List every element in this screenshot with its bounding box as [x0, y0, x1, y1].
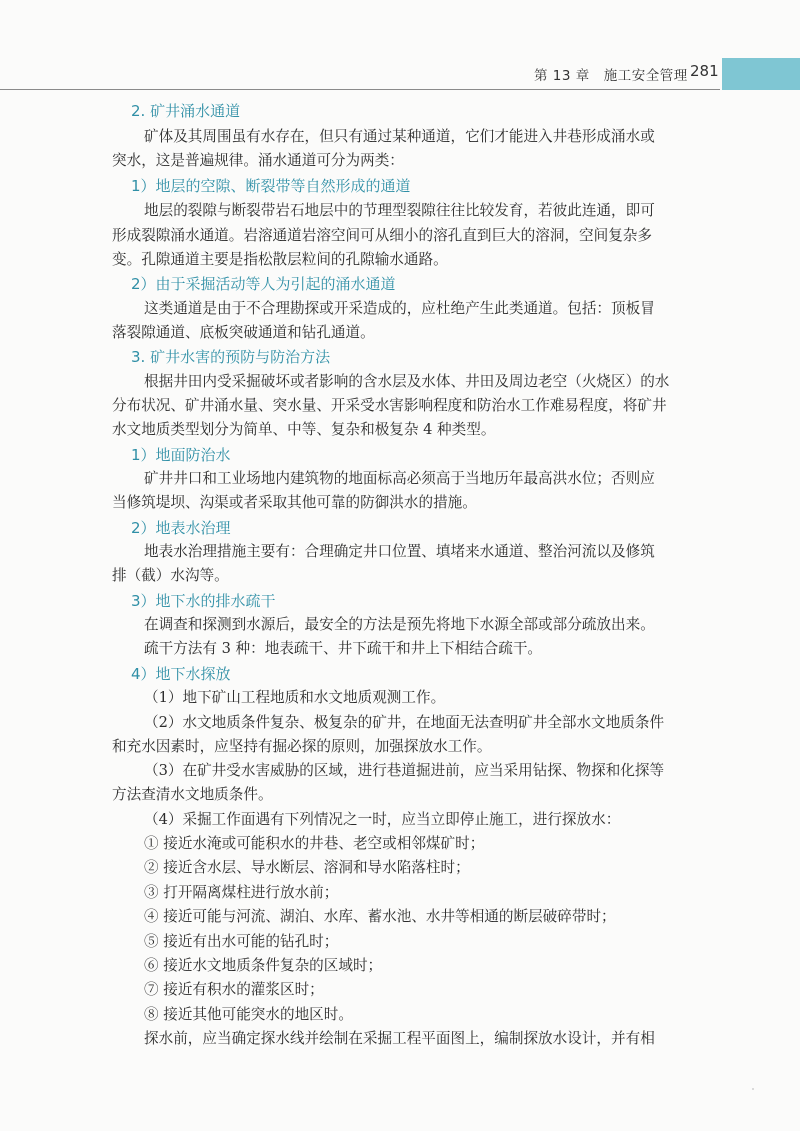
body-line: 排（截）水沟等。 — [112, 567, 229, 584]
body-line: ⑥ 接近水文地质条件复杂的区域时； — [144, 957, 383, 974]
section-heading: 1）地面防治水 — [131, 446, 231, 464]
body-line: 根据井田内受采掘破坏或者影响的含水层及水体、井田及周边老空（火烧区）的水 — [144, 373, 670, 390]
body-line: 方法查清水文地质条件。 — [112, 786, 273, 803]
page-number: 281 — [690, 62, 719, 80]
body-line: 地表水治理措施主要有：合理确定井口位置、填堵来水通道、整治河流以及修筑 — [144, 543, 655, 560]
body-line: ④ 接近可能与河流、湖泊、水库、蓄水池、水井等相通的断层破碎带时； — [144, 908, 616, 925]
section-heading: 2）地表水治理 — [131, 519, 231, 537]
body-line: 矿体及其周围虽有水存在，但只有通过某种通道，它们才能进入井巷形成涌水或 — [144, 128, 655, 145]
body-line: ⑦ 接近有积水的灌浆区时； — [144, 981, 324, 998]
body-line: 落裂隙通道、底板突破通道和钻孔通道。 — [112, 324, 375, 341]
body-line: ⑤ 接近有出水可能的钻孔时； — [144, 933, 339, 950]
section-heading: 1）地层的空隙、断裂带等自然形成的通道 — [131, 177, 411, 195]
section-heading: 2. 矿井涌水通道 — [131, 102, 241, 120]
body-line: （1）地下矿山工程地质和水文地质观测工作。 — [144, 689, 446, 706]
body-line: 变。孔隙通道主要是指松散层粒间的孔隙输水通路。 — [112, 251, 448, 268]
body-line: 探水前，应当确定探水线并绘制在采掘工程平面图上，编制探放水设计，并有相 — [144, 1030, 655, 1047]
body-line: ② 接近含水层、导水断层、溶洞和导水陷落柱时； — [144, 859, 470, 876]
body-line: （4）采掘工作面遇有下列情况之一时，应当立即停止施工，进行探放水： — [144, 811, 621, 828]
body-line: ① 接近水淹或可能积水的井巷、老空或相邻煤矿时； — [144, 835, 485, 852]
body-line: 水文地质类型划分为简单、中等、复杂和极复杂 4 种类型。 — [112, 421, 496, 438]
body-line: ⑧ 接近其他可能突水的地区时。 — [144, 1006, 353, 1023]
body-line: 疏干方法有 3 种：地表疏干、井下疏干和井上下相结合疏干。 — [144, 640, 543, 657]
body-line: 在调查和探测到水源后，最安全的方法是预先将地下水源全部或部分疏放出来。 — [144, 616, 655, 633]
body-line: 和充水因素时，应坚持有掘必探的原则，加强探放水工作。 — [112, 738, 492, 755]
section-heading: 4）地下水探放 — [131, 665, 231, 683]
body-line: 当修筑堤坝、沟渠或者采取其他可靠的防御洪水的措施。 — [112, 494, 477, 511]
section-heading: 3. 矿井水害的预防与防治方法 — [131, 348, 331, 366]
body-line: （2）水文地质条件复杂、极复杂的矿井，在地面无法查明矿井全部水文地质条件 — [144, 714, 665, 731]
body-line: 地层的裂隙与断裂带岩石地层中的节理型裂隙往往比较发育，若彼此连通，即可 — [144, 202, 655, 219]
page-header — [0, 58, 800, 90]
section-heading: 2）由于采掘活动等人为引起的涌水通道 — [131, 275, 396, 293]
body-line: 形成裂隙涌水通道。岩溶通道岩溶空间可从细小的溶孔直到巨大的溶洞，空间复杂多 — [112, 227, 652, 244]
body-line: （3）在矿井受水害威胁的区域，进行巷道掘进前，应当采用钻探、物探和化探等 — [144, 762, 665, 779]
header-color-tab — [722, 58, 800, 90]
body-line: ③ 打开隔离煤柱进行放水前； — [144, 884, 339, 901]
page-mark — [752, 1088, 754, 1090]
chapter-title: 第 13 章 施工安全管理 — [534, 68, 688, 84]
body-line: 这类通道是由于不合理勘探或开采造成的，应杜绝产生此类通道。包括：顶板冒 — [144, 300, 655, 317]
header-rule — [0, 89, 720, 90]
body-line: 突水，这是普遍规律。涌水通道可分为两类： — [112, 152, 404, 169]
body-line: 矿井井口和工业场地内建筑物的地面标高必须高于当地历年最高洪水位；否则应 — [144, 470, 655, 487]
body-line: 分布状况、矿井涌水量、突水量、开采受水害影响程度和防治水工作难易程度，将矿井 — [112, 397, 667, 414]
section-heading: 3）地下水的排水疏干 — [131, 592, 276, 610]
